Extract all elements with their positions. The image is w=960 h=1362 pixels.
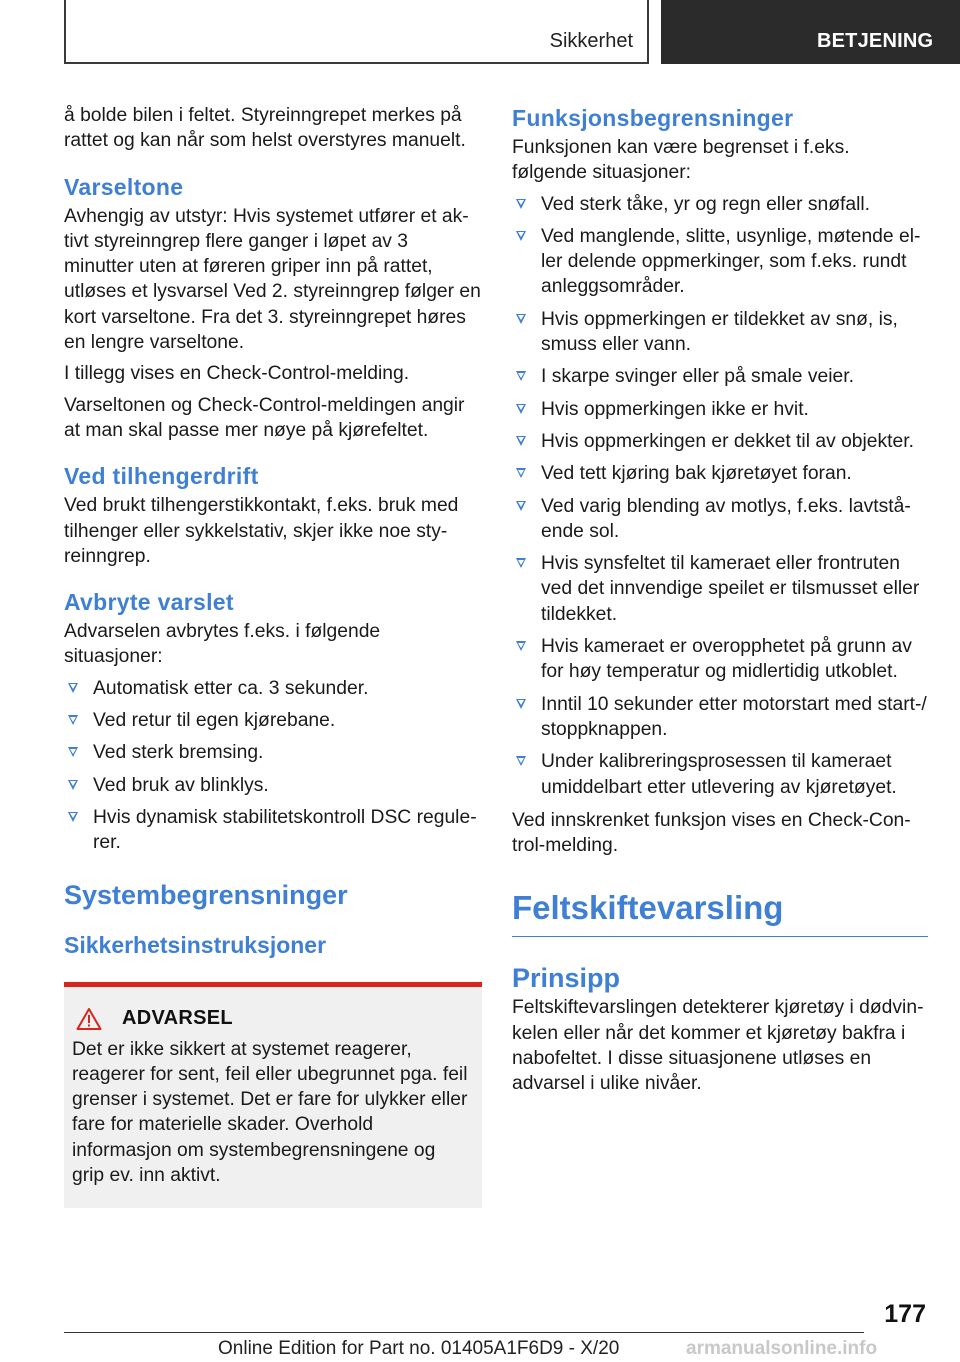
left-column — [64, 103, 482, 1208]
heading-sikkerhetsinstruksjoner: Sikkerhetsinstruksjoner — [64, 931, 327, 958]
list-item: Ved sterk bremsing. — [64, 740, 482, 765]
warning-title: ADVARSEL — [122, 1007, 233, 1030]
tilhenger-paragraph: Ved brukt tilhengerstikkontakt, f.eks. bruk med tilhenger eller sykkelstativ, skjer ikke noe styreinngrep. — [64, 495, 459, 567]
varseltone-paragraph-1: Avhengig av utstyr: Hvis systemet utfører et aktivt styreinngrep flere ganger i løpet av 3 minutter uten at føreren griper inn på rattet, utløses et lysvarsel Ved 2. styreinngrep følger en kort varseltone. Fra det 3. styreinngrepet høres en lengre varseltone. — [64, 205, 481, 354]
heading-prinsipp: Prinsipp — [512, 963, 621, 994]
heading-systembegrensninger: Systembegrensninger — [64, 879, 348, 910]
bullet-triangle-icon — [516, 468, 526, 478]
list-item: Ved varig blending av motlys, f.eks. lavtstående sol. — [512, 494, 928, 545]
list-item: Hvis oppmerkingen ikke er hvit. — [512, 397, 928, 422]
varseltone-paragraph-2: I tillegg vises en Check-Control-melding. — [64, 363, 410, 385]
list-item: Hvis kameraet er overopphetet på grunn av for høy temperatur og midlertidig utkoblet. — [512, 634, 928, 685]
bullet-triangle-icon — [516, 199, 526, 209]
bullet-triangle-icon — [516, 371, 526, 381]
header-section-box — [64, 0, 649, 64]
funksjon-list — [512, 192, 928, 800]
list-item: Ved retur til egen kjørebane. — [64, 708, 482, 733]
list-item: Hvis oppmerkingen er dekket til av objekter. — [512, 429, 928, 454]
bullet-triangle-icon — [68, 780, 78, 790]
list-item: I skarpe svinger eller på smale veier. — [512, 364, 928, 389]
list-item: Under kalibreringsprosessen til kameraet umiddelbart etter utlevering av kjøretøyet. — [512, 749, 928, 800]
list-item: Automatisk etter ca. 3 sekunder. — [64, 676, 482, 701]
avbryte-paragraph: Advarselen avbrytes f.eks. i følgende situasjoner: — [64, 621, 381, 668]
list-item: Ved sterk tåke, yr og regn eller snøfall. — [512, 192, 928, 217]
bullet-triangle-icon — [516, 436, 526, 446]
bullet-triangle-icon — [516, 404, 526, 414]
page-number: 177 — [884, 1300, 926, 1328]
bullet-triangle-icon — [516, 756, 526, 766]
footer-divider — [64, 1332, 864, 1333]
prinsipp-paragraph: Feltskiftevarslingen detekterer kjøretøy i dødvinkelen eller når det kommer et kjøretøy bakfra i nabofeltet. I disse situasjonene utløses en advarsel i ulike nivåer. — [512, 997, 924, 1095]
funksjon-paragraph-2: Ved innskrenket funksjon vises en Check-Control-melding. — [512, 809, 911, 857]
bullet-triangle-icon — [516, 641, 526, 651]
bullet-triangle-icon — [68, 715, 78, 725]
right-column — [512, 103, 928, 1103]
warning-text: Det er ikke sikkert at systemet reagerer, reagerer for sent, feil eller ubegrunnet pga. feil grenser i systemet. Det er fare for ulykker eller fare for materielle skader. Overhold informasjon om systembegrensningene og grip ev. inn aktivt. — [72, 1038, 468, 1187]
heading-varseltone: Varseltone — [64, 173, 184, 200]
warning-triangle-icon — [76, 1007, 102, 1031]
footer-edition: Online Edition for Part no. 01405A1F6D9 - X/20 — [218, 1338, 620, 1359]
varseltone-paragraph-3: Varseltonen og Check-Control-meldingen angir at man skal passe mer nøye på kjørefeltet. — [64, 394, 465, 441]
bullet-triangle-icon — [516, 558, 526, 568]
bullet-triangle-icon — [516, 501, 526, 511]
heading-feltskiftevarsling: Feltskiftevarsling — [512, 888, 928, 937]
list-item: Hvis dynamisk stabilitetskontroll DSC regulerer. — [64, 805, 482, 856]
bullet-triangle-icon — [516, 314, 526, 324]
intro-paragraph: å bolde bilen i feltet. Styreinngrepet merkes på rattet og kan når som helst overstyres manuelt. — [64, 105, 466, 152]
list-item: Ved tett kjøring bak kjøretøyet foran. — [512, 461, 928, 486]
funksjon-paragraph-1: Funksjonen kan være begrenset i f.eks. følgende situasjoner: — [512, 137, 850, 184]
list-item: Hvis synsfeltet til kameraet eller frontruten ved det innvendige speilet er tilsmusset eller tildekket. — [512, 551, 928, 627]
header-chapter-title: BETJENING — [817, 30, 934, 52]
bullet-triangle-icon — [516, 699, 526, 709]
avbryte-list — [64, 676, 482, 856]
warning-header — [72, 1007, 470, 1031]
footer-watermark: armanualsonline.info — [686, 1338, 878, 1359]
list-item: Ved bruk av blinklys. — [64, 773, 482, 798]
bullet-triangle-icon — [68, 747, 78, 757]
heading-funksjonsbegrensninger: Funksjonsbegrensninger — [512, 105, 794, 131]
heading-avbryte-varslet: Avbryte varslet — [64, 589, 234, 616]
bullet-triangle-icon — [68, 683, 78, 693]
header-section-title: Sikkerhet — [549, 30, 633, 52]
warning-box — [64, 982, 482, 1209]
list-item: Hvis oppmerkingen er tildekket av snø, is, smuss eller vann. — [512, 307, 928, 358]
bullet-triangle-icon — [516, 231, 526, 241]
header-chapter-tab — [661, 0, 960, 64]
heading-tilhengerdrift: Ved tilhengerdrift — [64, 463, 259, 490]
bullet-triangle-icon — [68, 812, 78, 822]
list-item: Inntil 10 sekunder etter motorstart med start-/ stoppknappen. — [512, 692, 928, 743]
list-item: Ved manglende, slitte, usynlige, møtende eller delende oppmerkinger, som f.eks. rundt anleggsområder. — [512, 224, 928, 300]
